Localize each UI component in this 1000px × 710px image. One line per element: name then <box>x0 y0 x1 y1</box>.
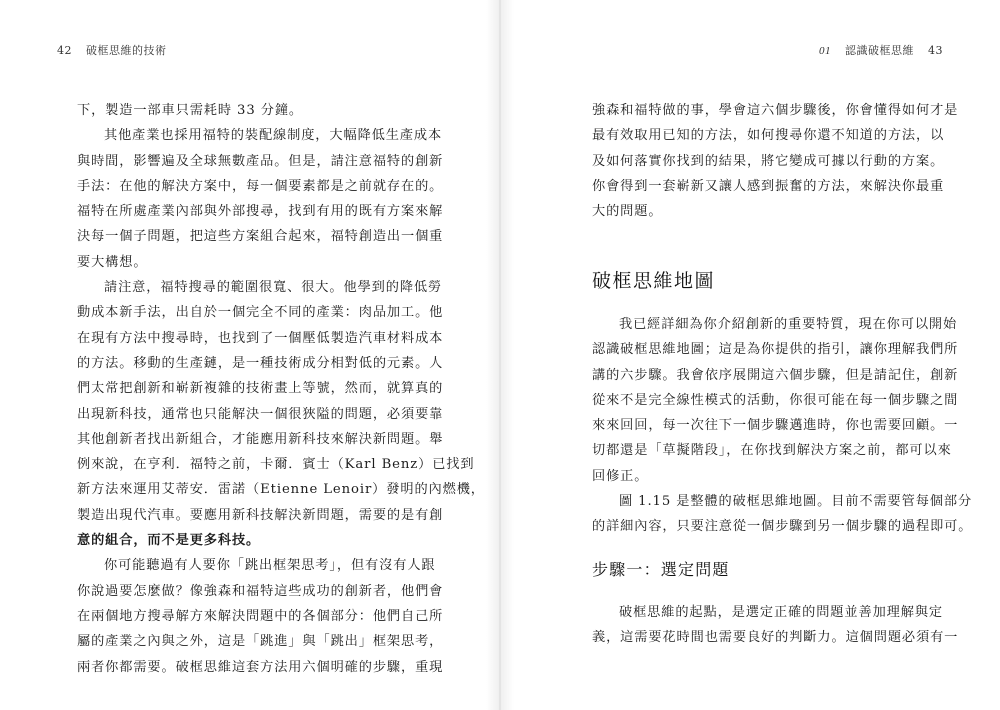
text-line: 要大構想。 <box>77 254 148 270</box>
text-line: 下，製造一部車只需耗時 33 分鐘。 <box>77 103 303 118</box>
step-heading: 步驟一：選定問題 <box>592 560 730 579</box>
left-page-number: 42 <box>57 44 72 57</box>
text-line: 我已經詳細為你介紹創新的重要特質，現在你可以開始 <box>619 317 958 332</box>
right-running-head <box>819 42 943 58</box>
left-body-text <box>77 98 485 680</box>
text-line: 大的問題。 <box>592 204 663 220</box>
text-line: 你說過要怎麼做？像強森和福特這些成功的創新者，他們會 <box>77 583 444 599</box>
text-line: 福特在所處產業內部與外部搜尋，找到有用的既有方案來解 <box>77 204 444 220</box>
text-line: 請注意，福特搜尋的範圍很寬、很大。他學到的降低勞 <box>104 280 443 296</box>
book-title: 破框思維的技術 <box>86 44 167 57</box>
right-page-number: 43 <box>928 44 943 57</box>
text-line: 製造出現代汽車。要應用新科技解決新問題，需要的是有創 <box>77 507 444 523</box>
text-line: 及如何落實你找到的結果，將它變成可據以行動的方案。 <box>592 153 945 169</box>
text-line: 們太常把創新和嶄新複雜的技術畫上等號，然而，就算真的 <box>77 381 444 397</box>
left-running-head <box>57 42 167 58</box>
text-line: 強森和福特做的事，學會這六個步驟後，你會懂得如何才是 <box>592 103 959 118</box>
text-line: 動成本新手法，出自於一個完全不同的產業：肉品加工。他 <box>77 305 444 321</box>
text-line: 其他創新者找出新組合，才能應用新科技來解決新問題。舉 <box>77 431 444 447</box>
text-line: 出現新科技，通常也只能解決一個很狹隘的問題，必須要靠 <box>77 406 444 422</box>
text-line: 其他產業也採用福特的裝配線制度，大幅降低生產成本 <box>104 128 443 144</box>
text-line: 你會得到一套嶄新又讓人感到振奮的方法，來解決你最重 <box>592 178 945 194</box>
section-heading: 破框思維地圖 <box>592 270 716 292</box>
text-line: 最有效取用已知的方法，如何搜尋你還不知道的方法，以 <box>592 128 945 144</box>
chapter-title: 認識破框思維 <box>845 44 914 57</box>
right-page <box>501 0 1000 710</box>
text-line: 講的六步驟。我會依序展開這六個步驟，但是請記住，創新 <box>592 367 959 383</box>
text-line: 在現有方法中搜尋時，也找到了一個壓低製造汽車材料成本 <box>77 330 444 346</box>
text-line: 義，這需要花時間也需要良好的判斷力。這個問題必須有一 <box>592 630 959 646</box>
right-step-text <box>592 600 959 651</box>
text-line: 的方法。移動的生產鏈，是一種技術成分相對低的元素。人 <box>77 355 444 371</box>
text-line: 來來回回，每一次往下一個步驟邁進時，你也需要回顧。一 <box>592 418 959 434</box>
text-line: 從來不是完全線性模式的活動，你很可能在每一個步驟之間 <box>592 392 959 408</box>
left-page <box>0 0 499 710</box>
right-intro-text <box>592 98 959 224</box>
text-line: 新方法來運用艾蒂安．雷諾（Etienne Lenoir）發明的內燃機， <box>77 482 485 498</box>
text-line: 破框思維的起點，是選定正確的問題並善加理解與定 <box>619 605 944 620</box>
text-line: 兩者你都需要。破框思維這套方法用六個明確的步驟，重現 <box>77 659 444 675</box>
text-line: 在兩個地方搜尋解方來解決問題中的各個部分：他們自己所 <box>77 608 444 624</box>
right-section-text <box>592 312 973 540</box>
text-line: 認識破框思維地圖；這是為你提供的指引，讓你理解我們所 <box>592 342 959 358</box>
text-line: 切都還是「草擬階段」，在你找到解決方案之前，都可以來 <box>592 443 952 459</box>
text-line: 圖 1.15 是整體的破框思維地圖。目前不需要管每個部分 <box>619 494 973 510</box>
text-line: 屬的產業之內與之外，這是「跳進」與「跳出」框架思考， <box>77 634 444 650</box>
text-line: 回修正。 <box>592 468 649 484</box>
chapter-number: 01 <box>819 45 831 57</box>
text-line-bold: 意的組合，而不是更多科技。 <box>77 533 261 549</box>
text-line: 手法：在他的解決方案中，每一個要素都是之前就存在的。 <box>77 178 444 194</box>
text-line: 你可能聽過有人要你「跳出框架思考」，但有沒有人跟 <box>104 558 436 574</box>
text-line: 例來說，在亨利．福特之前，卡爾．賓士（Karl Benz）已找到 <box>77 457 475 473</box>
text-line: 的詳細內容，只要注意從一個步驟到另一個步驟的過程即可。 <box>592 519 973 535</box>
text-line: 與時間，影響遍及全球無數產品。但是，請注意福特的創新 <box>77 153 444 169</box>
book-gutter <box>486 0 514 710</box>
text-line: 決每一個子問題，把這些方案組合起來，福特創造出一個重 <box>77 229 444 245</box>
